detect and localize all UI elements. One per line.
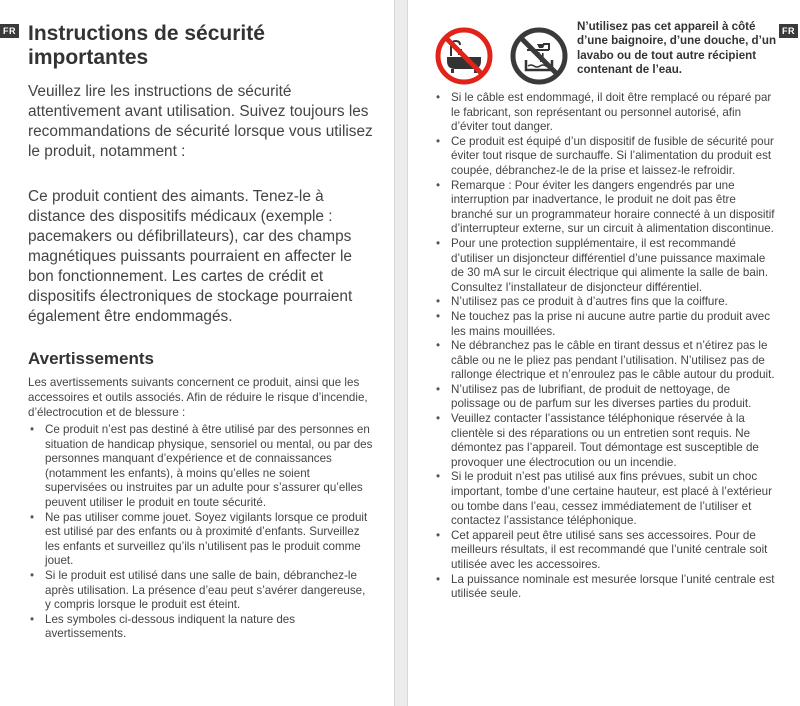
- warnings-intro: Les avertissements suivants concernent ce produit, ainsi que les accessoires et outils associés. Afin de réduire le risque d’incendie, d’électrocution et de blessure :: [28, 376, 368, 419]
- warnings-heading: Avertissements: [28, 349, 154, 368]
- warnings-list: [28, 423, 373, 642]
- safety-list: [434, 91, 779, 602]
- list-item: • Si le produit est utilisé dans une salle de bain, débranchez-le après utilisation. La présence d’eau peut s’avérer dangereuse, y compris lorsque le produit est éteint.: [28, 569, 373, 613]
- list-item: • Cet appareil peut être utilisé sans ses accessoires. Pour de meilleurs résultats, il est recommandé que l’unité centrale soit utilisée avec les accessoires.: [434, 529, 779, 573]
- list-item: • La puissance nominale est mesurée lorsque l’unité centrale est utilisée seule.: [434, 573, 779, 602]
- list-item: • Ce produit n’est pas destiné à être utilisé par des personnes en situation de handicap physique, sensoriel ou mental, ou par des personnes manquant d’expérience et de connaissances (notamment les enfants), à moins qu’elles ne soient supervisées ou instruites par un adulte pour s’assurer qu’elles peuvent utiliser le produit en toute sécurité.: [28, 423, 373, 511]
- list-item: • Pour une protection supplémentaire, il est recommandé d’utiliser un disjoncteur différentiel d’une puissance maximale de 30 mA sur le circuit électrique qui alimente la salle de bain. Consultez l’installateur de disjoncteur différentiel.: [434, 237, 779, 295]
- right-page: [408, 0, 800, 706]
- page-gutter: [394, 0, 408, 706]
- page-title: Instructions de sécurité importantes: [28, 22, 265, 69]
- list-item: • Si le câble est endommagé, il doit être remplacé ou réparé par le fabricant, son représentant ou personnel autorisé, afin d’éviter tout danger.: [434, 91, 779, 135]
- intro-paragraph: Veuillez lire les instructions de sécurité attentivement avant utilisation. Suivez toujours les recommandations de sécurité lorsque vous utilisez le produit, notamment :: [28, 83, 373, 160]
- list-item: • N’utilisez pas ce produit à d’autres fins que la coiffure.: [434, 295, 779, 310]
- list-item: • Ne pas utiliser comme jouet. Soyez vigilants lorsque ce produit est utilisé par des enfants ou à proximité d’enfants. Surveillez les enfants et surveillez qu’ils n’utilisent pas le produit comme jouet.: [28, 511, 373, 569]
- list-item: • Veuillez contacter l’assistance téléphonique réservée à la clientèle si des réparations ou un entretien sont requis. Ne démontez pas l’appareil. Tout démontage est susceptible de provoquer une électrocution ou un incendie.: [434, 412, 779, 470]
- list-item: • Les symboles ci-dessous indiquent la nature des avertissements.: [28, 613, 373, 642]
- language-tab: FR: [0, 24, 19, 38]
- list-item: • Ne débranchez pas le câble en tirant dessus et n’étirez pas le câble ou ne le pliez pas pendant l’utilisation. N’utilisez pas de rallonge électrique et n’enroulez pas le câble autour du produit.: [434, 339, 779, 383]
- bath-warning-note: N’utilisez pas cet appareil à côté d’une baignoire, d’une douche, d’un lavabo ou de tout autre récipient contenant de l’eau.: [577, 20, 777, 77]
- magnets-paragraph: Ce produit contient des aimants. Tenez-le à distance des dispositifs médicaux (exemple : pacemakers ou défibrillateurs), car des champs magnétiques puissants pourraient en affecter le bon fonctionnement. Les cartes de crédit et dispositifs électroniques de stockage pourraient également être endommagés.: [28, 188, 353, 325]
- list-item: • Remarque : Pour éviter les dangers engendrés par une interruption par inadvertance, le produit ne doit pas être branché sur un programmateur horaire connecté à un dispositif d’interrupteur externe, sur un circuit à alimentation discontinue.: [434, 179, 779, 237]
- language-tab: FR: [779, 24, 798, 38]
- no-shower-icon: [509, 26, 569, 86]
- list-item: • Ce produit est équipé d’un dispositif de fusible de sécurité pour éviter tout risque de surchauffe. Si l’alimentation du produit est coupée, débranchez-le de la prise et laissez-le refroidir.: [434, 135, 779, 179]
- list-item: • N’utilisez pas de lubrifiant, de produit de nettoyage, de polissage ou de parfum sur les diverses parties du produit.: [434, 383, 779, 412]
- list-item: • Si le produit n’est pas utilisé aux fins prévues, subit un choc important, tombe d’une certaine hauteur, est placé à l’extérieur ou tombe dans l’eau, cessez immédiatement de l’utiliser et contactez l’assistance téléphonique.: [434, 470, 779, 528]
- left-page: [0, 0, 394, 706]
- list-item: • Ne touchez pas la prise ni aucune autre partie du produit avec les mains mouillées.: [434, 310, 779, 339]
- no-bathtub-icon: [434, 26, 494, 86]
